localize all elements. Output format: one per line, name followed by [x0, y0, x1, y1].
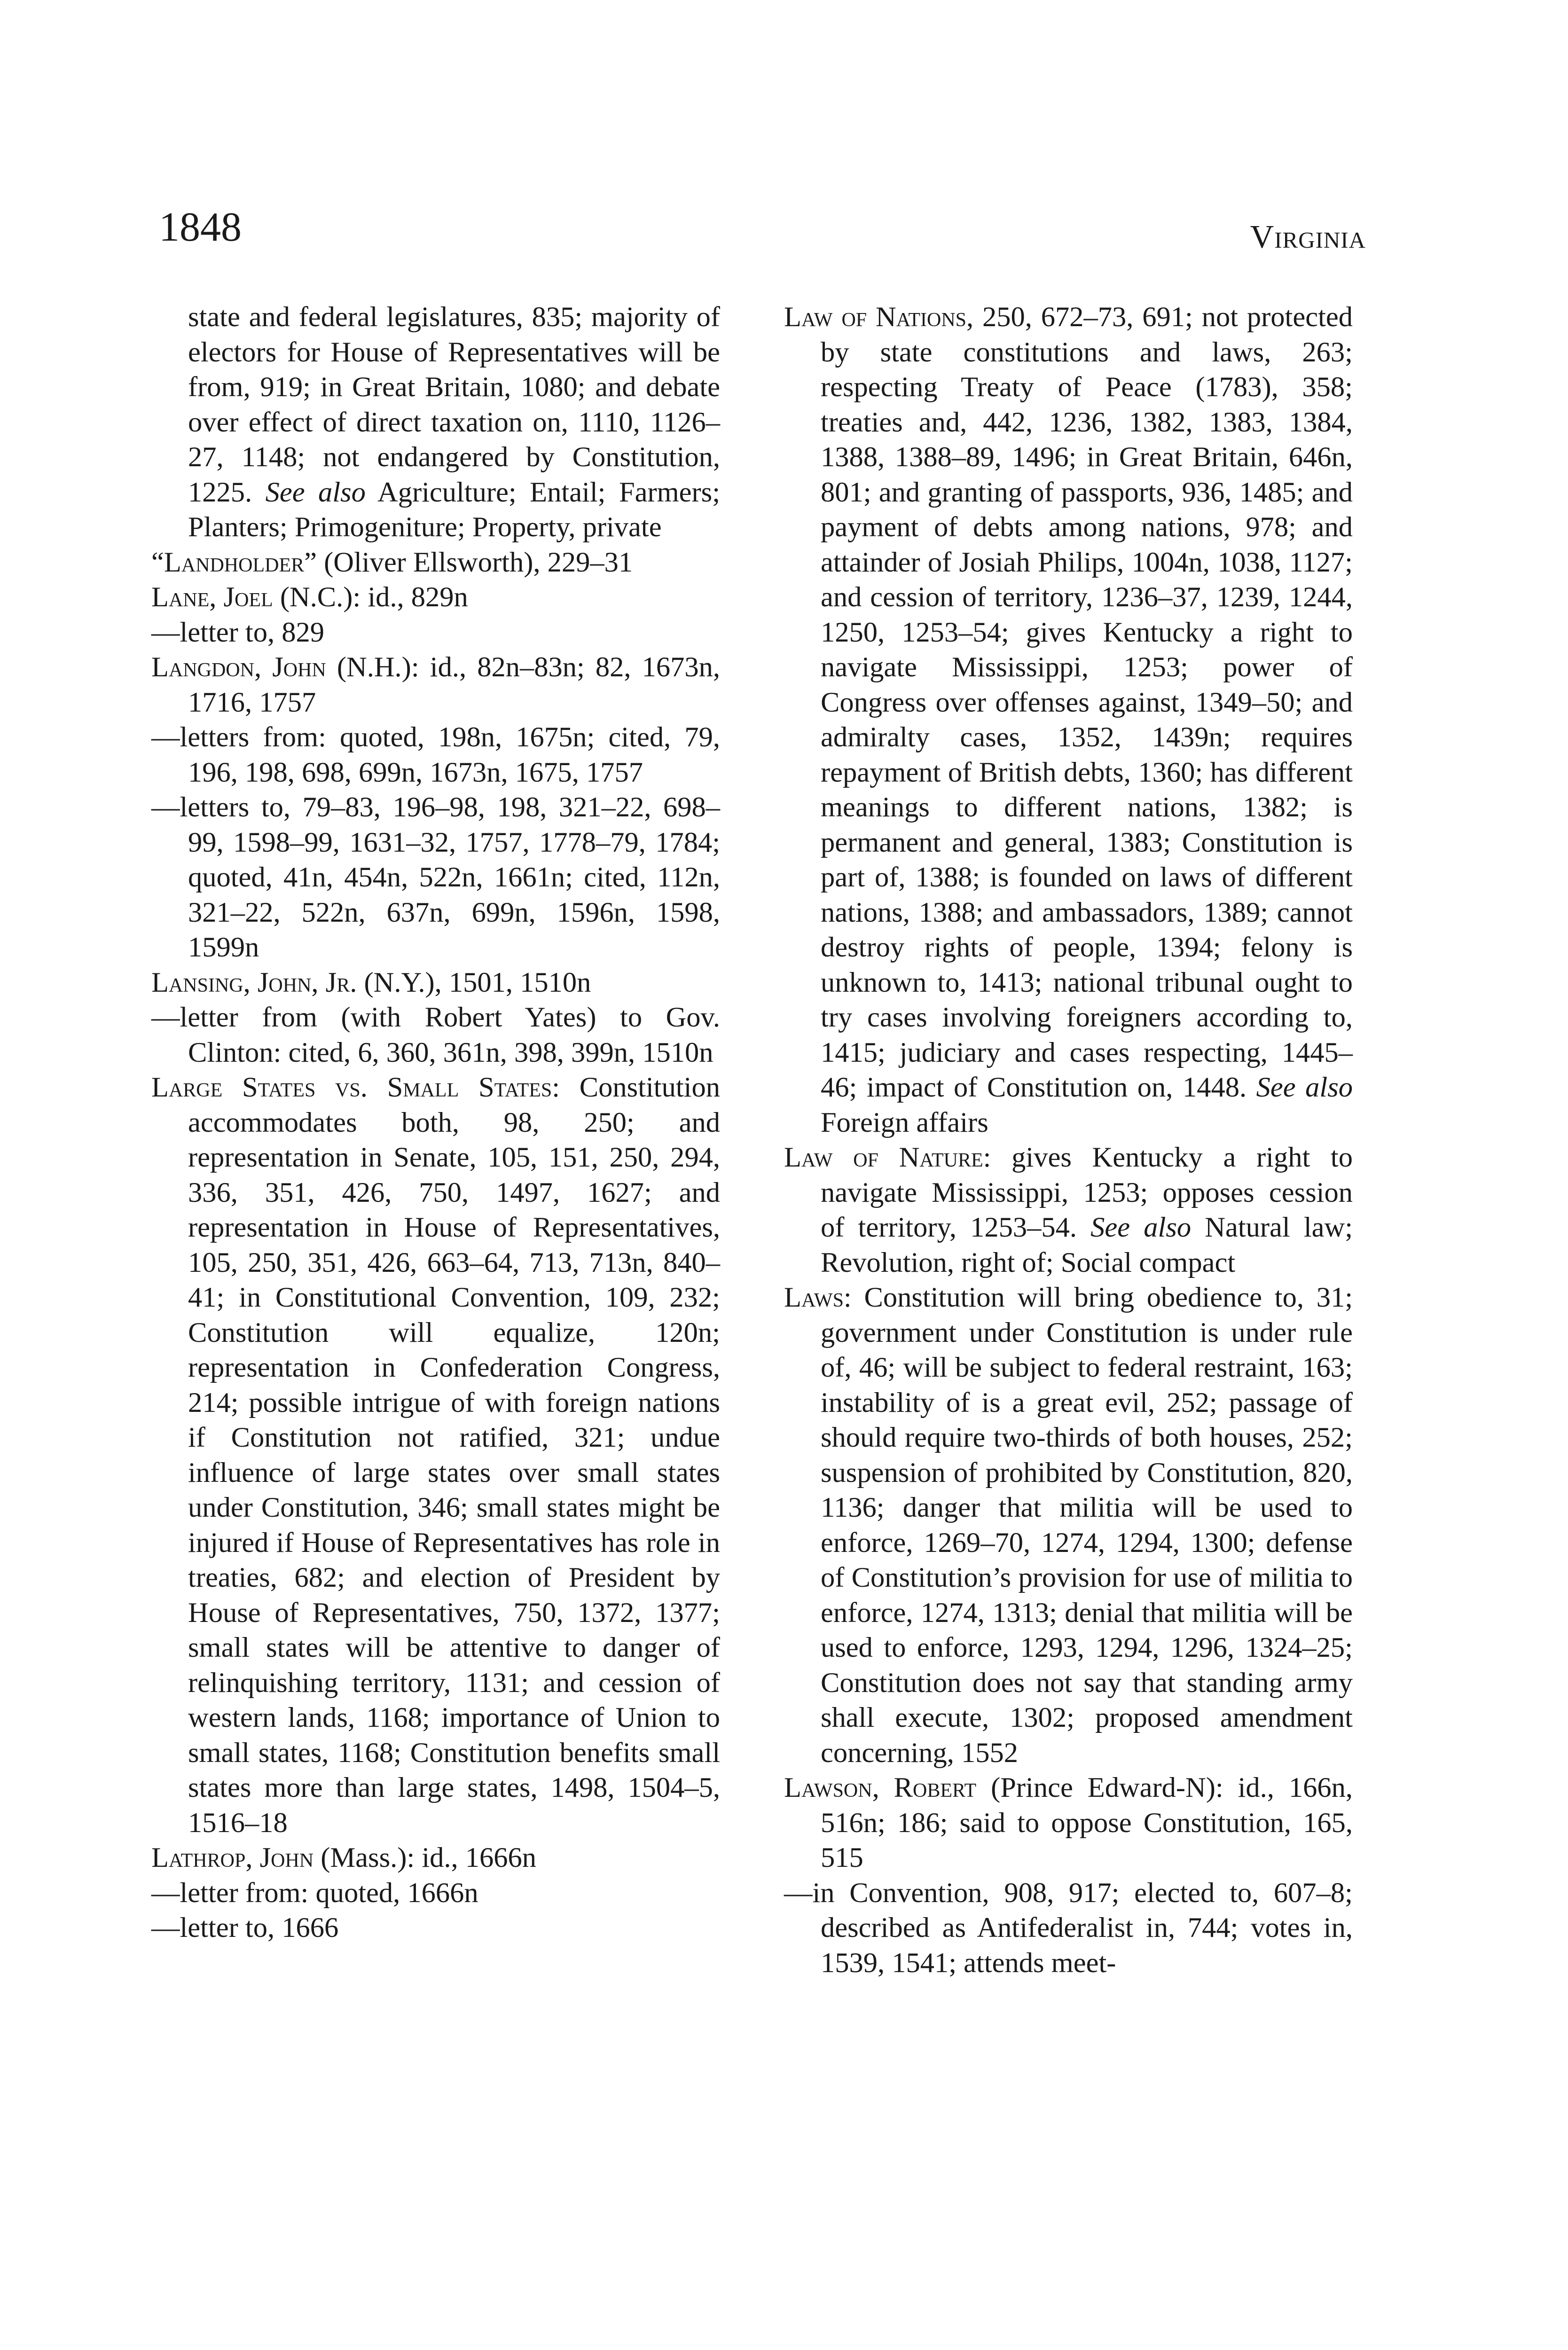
entry-heading: “Landholder” [151, 546, 317, 578]
entry-text: 250, 672–73, 691; not protected by state constitutions and laws, 263; respecting Treaty of Peace (1783), 358; treaties and, 442, 1236, 1382, 1383, 1384, 1388, 1388–89, 1496; in Great Britain, 646n, 801; and granting of passports, 936, 1485; and payment of debts among nations, 978; and attainder of Josiah Philips, 1004n, 1038, 1127; and cession of territory, 1236–37, 1239, 1244, 1250, 1253–54; gives Kentucky a right to navigate Mississippi, 1253; power of Congress over offenses against, 1349–50; and admiralty cases, 1352, 1439n; requires repayment of British debts, 1360; has different meanings to different nations, 1382; is permanent and general, 1383; Constitution is part of, 1388; is founded on laws of different nations, 1388; and ambassadors, 1389; cannot destroy rights of people, 1394; felony is unknown to, 1413; national tribunal ought to try cases involving foreigners according to, 1415; judiciary and cases respecting, 1445–46; impact of Constitution on, 1448. [821, 301, 1353, 1103]
index-entry [784, 1770, 1353, 1876]
index-entry [151, 1841, 720, 1876]
entry-text: gives Kentucky a right to navigate Mississippi, 1253; opposes cession of territory, 1253–54. [821, 1142, 1353, 1243]
entry-heading: Law of Nature: [784, 1142, 991, 1173]
see-also-label: See also [1256, 1072, 1353, 1103]
running-head [0, 0, 1568, 282]
index-subentry: —letter from (with Robert Yates) to Gov. Clinton: cited, 6, 360, 361n, 398, 399n, 1510n [151, 1002, 720, 1068]
see-also-label: See also [1090, 1212, 1192, 1243]
entry-text: Constitution accommodates both, 98, 250; and representation in Senate, 105, 151, 250, 294, 336, 351, 426, 750, 1497, 1627; and representation in House of Representatives, 105, 250, 351, 426, 663–64, 713, 713n, 840–41; in Constitutional Convention, 109, 232; Constitution will equalize, 120n; representation in Confederation Congress, 214; possible intrigue of with foreign nations if Constitution not ratified, 321; undue influence of large states over small states under Constitution, 346; small states might be injured if House of Representatives has role in treaties, 682; and election of President by House of Representatives, 750, 1372, 1377; small states will be attentive to danger of relinquishing territory, 1131; and cession of western lands, 1168; importance of Union to small states, 1168; Constitution benefits small states more than large states, 1498, 1504–5, 1516–18 [188, 1072, 720, 1839]
index-subentry: —letters from: quoted, 198n, 1675n; cited, 79, 196, 198, 698, 699n, 1673n, 1675, 1757 [151, 721, 720, 788]
index-entry [151, 1070, 720, 1841]
index-column-left [151, 300, 720, 1946]
entry-text: (N.C.): id., 829n [280, 581, 468, 613]
index-entry [784, 1280, 1353, 1770]
entry-heading: Lathrop, John [151, 1842, 314, 1873]
index-subentry: —in Convention, 908, 917; elected to, 607–8; described as Antifederalist in, 744; votes in, 1539, 1541; attends meet- [784, 1877, 1353, 1979]
entry-text: (Oliver Ellsworth), 229–31 [324, 546, 633, 578]
entry-heading: Large States vs. Small States: [151, 1072, 560, 1103]
index-subentry: —letters to, 79–83, 196–98, 198, 321–22, 698–99, 1598–99, 1631–32, 1757, 1778–79, 1784; quoted, 41n, 454n, 522n, 1661n; cited, 112n, 321–22, 522n, 637n, 699n, 1596n, 1598, 1599n [151, 791, 720, 963]
index-entry [151, 650, 720, 720]
entry-text: (Prince Edward-N): id., 166n, 516n; 186; said to oppose Constitution, 165, 515 [821, 1772, 1353, 1873]
index-subentry: —letter from: quoted, 1666n [151, 1877, 478, 1909]
index-entry-continuation [151, 300, 720, 545]
entry-heading: Laws: [784, 1282, 852, 1313]
entry-heading: Langdon, John [151, 651, 326, 683]
entry-text: state and federal legislatures, 835; majority of electors for House of Representatives will be from, 919; in Great Britain, 1080; and debate over effect of direct taxation on, 1110, 1126–27, 1148; not endangered by Constitution, 1225. [188, 301, 720, 508]
index-entry [784, 1140, 1353, 1280]
see-also-text: Foreign affairs [821, 1106, 988, 1138]
entry-text: (N.Y.), 1501, 1510n [364, 966, 591, 998]
index-subentry: —letter to, 829 [151, 616, 324, 648]
entry-heading: Law of Nations, [784, 301, 974, 333]
index-entry [784, 300, 1353, 1140]
entry-text: (N.H.): id., 82n–83n; 82, 1673n, 1716, 1757 [188, 651, 721, 718]
index-column-right [784, 300, 1353, 1981]
page-number: 1848 [159, 204, 242, 250]
index-entry [151, 580, 720, 615]
index-entry [151, 545, 720, 580]
section-title: Virginia [1250, 219, 1366, 255]
index-entry [151, 965, 720, 1001]
entry-text: (Mass.): id., 1666n [321, 1842, 537, 1873]
see-also-text: Natural law; Revolution, right of; Social compact [821, 1212, 1353, 1278]
entry-text: Constitution will bring obedience to, 31; government under Constitution is under rule of, 46; will be subject to federal restraint, 163; instability of is a great evil, 252; passage of should require two-thirds of both houses, 252; suspension of prohibited by Constitution, 820, 1136; danger that militia will be used to enforce, 1269–70, 1274, 1294, 1300; defense of Constitution’s provision for use of militia to enforce, 1274, 1313; denial that militia will be used to enforce, 1293, 1294, 1296, 1324–25; Constitution does not say that standing army shall execute, 1302; proposed amendment concerning, 1552 [821, 1282, 1353, 1769]
entry-heading: Lawson, Robert [784, 1772, 977, 1803]
entry-heading: Lane, Joel [151, 581, 273, 613]
index-subentry: —letter to, 1666 [151, 1912, 339, 1943]
entry-heading: Lansing, John, Jr. [151, 966, 357, 998]
see-also-text: Agriculture; Entail; Farmers; Planters; Primogeniture; Property, private [188, 476, 721, 543]
see-also-label: See also [265, 476, 366, 508]
